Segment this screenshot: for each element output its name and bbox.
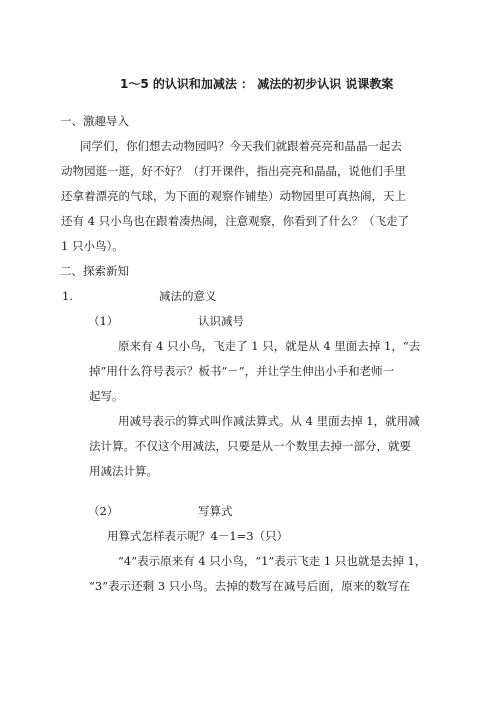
item-number: 1. (62, 289, 73, 303)
intro-paragraph-line: 还有 4 只小鸟也在跟着凑热闹，注意观察，你看到了什么？（飞走了 (61, 214, 410, 228)
intro-paragraph-line: 1 只小鸟）。 (61, 239, 124, 253)
paragraph-line: 掉”用什么符号表示？板书“－”，并让学生伸出小手和老师一 (89, 364, 395, 378)
paragraph-line: 起写。 (89, 389, 124, 403)
paragraph-line: 法计算。不仅这个用减法，只要是从一个数里去掉一部分，就要 (89, 439, 411, 453)
sub-item-number: （2） (88, 504, 119, 518)
sub-heading-write-equation: 写算式 (198, 504, 233, 518)
item-heading-subtraction-meaning: 减法的意义 (159, 289, 217, 303)
paragraph-line: 用减法计算。 (89, 464, 158, 478)
intro-paragraph-line: 同学们，你们想去动物园吗？今天我们就跟着亮亮和晶晶一起去 (80, 139, 402, 153)
document-title: 1～5 的认识和加减法 ： 减法的初步认识 说课教案 (120, 77, 394, 91)
sub-heading-minus-sign: 认识减号 (198, 314, 244, 328)
section-heading-explore: 二、探索新知 (60, 264, 129, 278)
paragraph-line: “4”表示原来有 4 只小鸟，“1”表示飞走 1 只也就是去掉 1， (118, 554, 427, 568)
intro-paragraph-line: 动物园逛一逛，好不好？（打开课件，指出亮亮和晶晶，说他们手里 (61, 164, 406, 178)
section-heading-intro: 一、激趣导入 (60, 114, 129, 128)
intro-paragraph-line: 还拿着漂亮的气球，为下面的观察作铺垫）动物园里可真热闹，天上 (61, 189, 406, 203)
equation-line: 用算式怎样表示呢？4－1=3（只） (107, 529, 289, 543)
paragraph-line: “3”表示还剩 3 只小鸟。去掉的数写在减号后面，原来的数写在 (89, 579, 411, 593)
paragraph-line: 用减号表示的算式叫作减法算式。从 4 里面去掉 1，就用减 (118, 414, 420, 428)
sub-item-number: （1） (88, 314, 119, 328)
paragraph-line: 原来有 4 只小鸟，飞走了 1 只，就是从 4 里面去掉 1，“去 (118, 339, 421, 353)
